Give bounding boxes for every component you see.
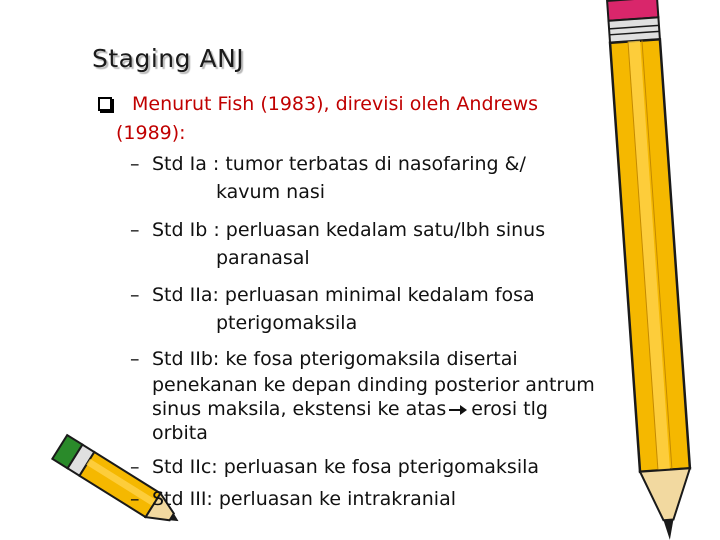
slide-title: Staging ANJ [92,44,245,73]
item-iib-line-3a: sinus maksila, ekstensi ke atas [152,398,447,420]
item-ia-line-1: Std Ia : tumor terbatas di nasofaring &/ [152,153,526,175]
item-iia-line-2: pterigomaksila [216,312,358,334]
item-ib-line-1: Std Ib : perluasan kedalam satu/lbh sinus [152,219,546,241]
item-dash: – [130,348,140,370]
item-dash: – [130,219,140,241]
intro-line-2: (1989): [116,122,186,144]
item-iib-line-1: Std IIb: ke fosa pterigomaksila disertai [152,348,518,370]
intro-line-1: Menurut Fish (1983), direvisi oleh Andrews [132,93,539,115]
item-iic-line-1: Std IIc: perluasan ke fosa pterigomaksila [152,456,540,478]
item-iib-line-2: penekanan ke depan dinding posterior antrum [152,374,595,396]
item-ib-line-2: paranasal [216,247,310,269]
item-iib-line-4: orbita [152,422,208,444]
item-dash: – [130,153,140,175]
item-iib-line-3b: erosi tlg [471,398,548,420]
item-dash: – [130,456,140,478]
item-dash: – [130,488,140,510]
item-iib-line-3 [152,397,548,421]
item-iii-line-1: Std III: perluasan ke intrakranial [152,488,456,510]
checkbox-square-icon [98,97,112,111]
item-ia-line-2: kavum nasi [216,181,326,203]
item-dash: – [130,284,140,306]
item-iia-line-1: Std IIa: perluasan minimal kedalam fosa [152,284,535,306]
right-arrow-icon [448,404,468,416]
